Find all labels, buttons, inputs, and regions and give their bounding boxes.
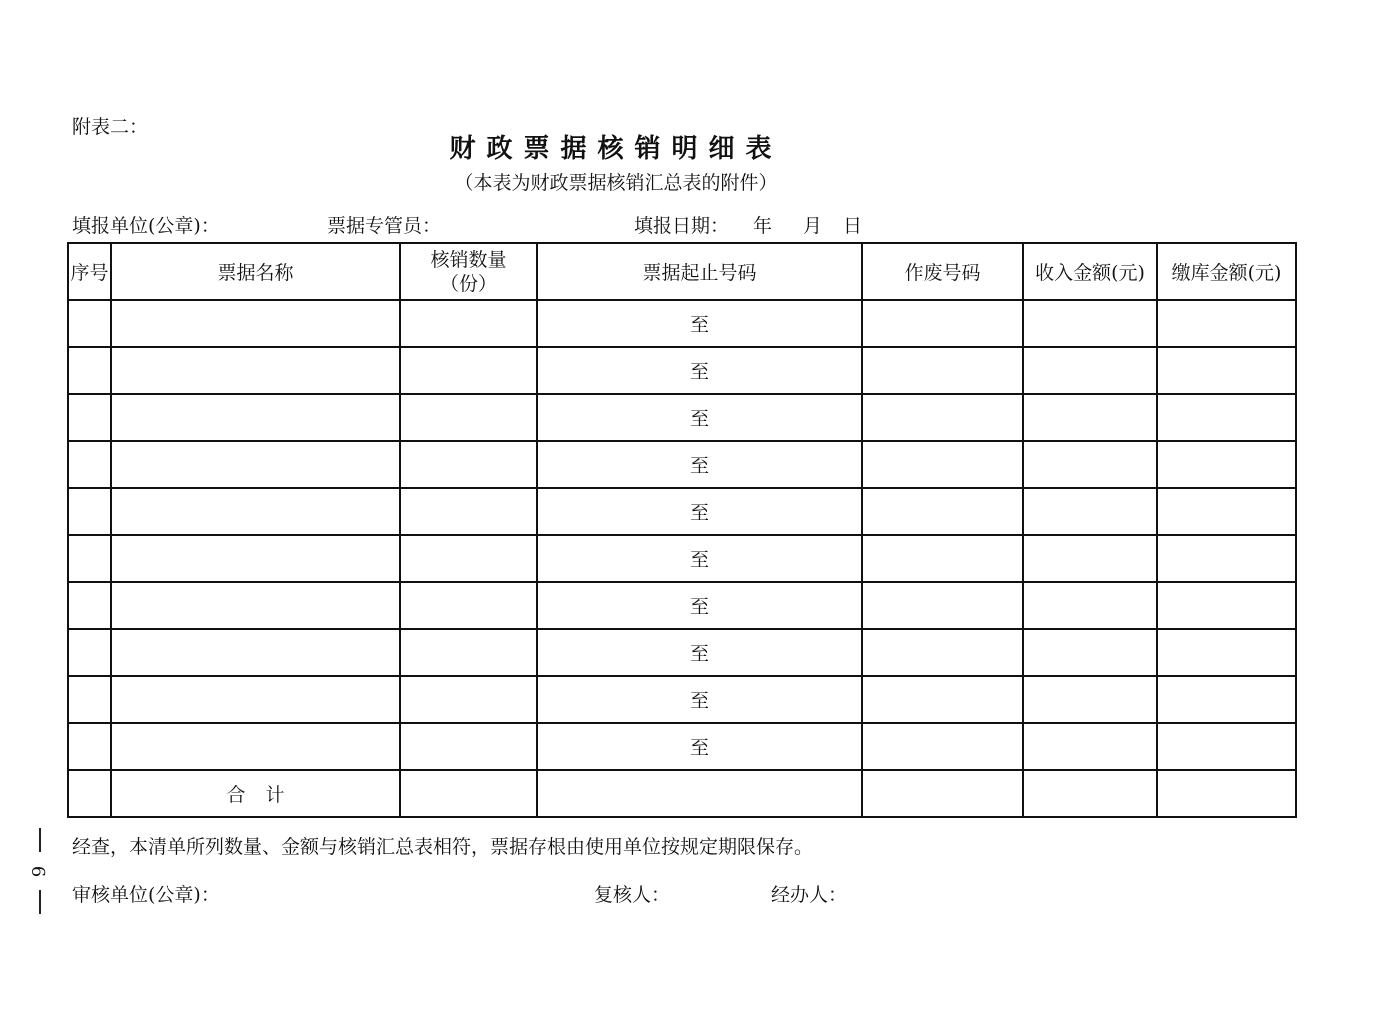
cell-paid[interactable]	[1157, 723, 1296, 770]
cell-name[interactable]	[111, 676, 400, 723]
cell-qty[interactable]	[400, 676, 537, 723]
cell-range[interactable]	[537, 488, 862, 535]
total-cell-paid[interactable]	[1157, 770, 1296, 817]
range-separator: 至	[689, 549, 709, 571]
cell-name[interactable]	[111, 347, 400, 394]
range-separator: 至	[689, 502, 709, 524]
month-label: 月	[803, 215, 823, 237]
cell-void[interactable]	[862, 629, 1023, 676]
cell-paid[interactable]	[1157, 488, 1296, 535]
page-number-dash-top	[39, 828, 41, 852]
appendix-label: 附表二：	[72, 116, 149, 138]
cell-range[interactable]	[537, 300, 862, 347]
table-row	[68, 629, 1296, 676]
page-number	[24, 828, 56, 914]
table-row	[68, 394, 1296, 441]
cell-void[interactable]	[862, 535, 1023, 582]
cell-seq[interactable]	[68, 488, 111, 535]
range-separator: 至	[689, 361, 709, 383]
year-label: 年	[753, 215, 773, 237]
cell-income[interactable]	[1023, 300, 1157, 347]
cell-void[interactable]	[862, 441, 1023, 488]
table-row	[68, 441, 1296, 488]
cell-range[interactable]	[537, 582, 862, 629]
cell-seq[interactable]	[68, 629, 111, 676]
cell-paid[interactable]	[1157, 300, 1296, 347]
cell-void[interactable]	[862, 723, 1023, 770]
cell-income[interactable]	[1023, 629, 1157, 676]
table-row	[68, 582, 1296, 629]
page-number-digit: 9	[29, 865, 51, 877]
total-label: 合计	[111, 770, 400, 817]
col-header-income: 收入金额(元)	[1023, 243, 1157, 300]
col-header-paid: 缴库金额(元)	[1157, 243, 1296, 300]
col-header-seq: 序号	[68, 243, 111, 300]
range-separator: 至	[689, 314, 709, 336]
cell-range[interactable]	[537, 394, 862, 441]
cell-qty[interactable]	[400, 488, 537, 535]
cell-name[interactable]	[111, 441, 400, 488]
cell-void[interactable]	[862, 347, 1023, 394]
review-unit-label: 审核单位(公章)：	[72, 884, 220, 906]
date-label: 填报日期：	[634, 215, 730, 237]
cell-paid[interactable]	[1157, 441, 1296, 488]
cell-name[interactable]	[111, 629, 400, 676]
fill-unit-label: 填报单位(公章)：	[72, 215, 220, 237]
cell-seq[interactable]	[68, 535, 111, 582]
cell-paid[interactable]	[1157, 535, 1296, 582]
cell-paid[interactable]	[1157, 582, 1296, 629]
detail-table	[67, 242, 1297, 818]
handler-label: 经办人：	[771, 884, 848, 906]
cell-name[interactable]	[111, 300, 400, 347]
cell-void[interactable]	[862, 300, 1023, 347]
cell-name[interactable]	[111, 535, 400, 582]
range-separator: 至	[689, 455, 709, 477]
col-header-qty-line1: 核销数量	[430, 248, 507, 271]
cell-qty[interactable]	[400, 394, 537, 441]
table-row	[68, 347, 1296, 394]
cell-seq[interactable]	[68, 300, 111, 347]
cell-income[interactable]	[1023, 441, 1157, 488]
table-row	[68, 676, 1296, 723]
cell-income[interactable]	[1023, 488, 1157, 535]
cell-paid[interactable]	[1157, 394, 1296, 441]
col-header-name: 票据名称	[111, 243, 400, 300]
day-label: 日	[843, 215, 863, 237]
manager-label: 票据专管员：	[327, 215, 442, 237]
total-row	[68, 770, 1296, 817]
form-subtitle: （本表为财政票据核销汇总表的附件）	[454, 172, 778, 194]
col-header-qty	[400, 243, 537, 300]
cell-seq[interactable]	[68, 441, 111, 488]
cell-void[interactable]	[862, 676, 1023, 723]
cell-range[interactable]	[537, 347, 862, 394]
cell-void[interactable]	[862, 488, 1023, 535]
cell-qty[interactable]	[400, 629, 537, 676]
table-header-row	[68, 243, 1296, 300]
checker-label: 复核人：	[594, 884, 671, 906]
cell-name[interactable]	[111, 488, 400, 535]
verification-note: 经查，本清单所列数量、金额与核销汇总表相符，票据存根由使用单位按规定期限保存。	[72, 836, 814, 858]
cell-qty[interactable]	[400, 441, 537, 488]
cell-paid[interactable]	[1157, 676, 1296, 723]
cell-seq[interactable]	[68, 676, 111, 723]
cell-income[interactable]	[1023, 723, 1157, 770]
total-cell-qty[interactable]	[400, 770, 537, 817]
range-separator: 至	[689, 690, 709, 712]
cell-income[interactable]	[1023, 676, 1157, 723]
cell-range[interactable]	[537, 535, 862, 582]
cell-qty[interactable]	[400, 347, 537, 394]
cell-range[interactable]	[537, 629, 862, 676]
range-separator: 至	[689, 408, 709, 430]
table-row	[68, 488, 1296, 535]
cell-qty[interactable]	[400, 582, 537, 629]
cell-void[interactable]	[862, 582, 1023, 629]
cell-name[interactable]	[111, 394, 400, 441]
cell-range[interactable]	[537, 676, 862, 723]
range-separator: 至	[689, 643, 709, 665]
total-cell-void[interactable]	[862, 770, 1023, 817]
cell-range[interactable]	[537, 441, 862, 488]
cell-name[interactable]	[111, 723, 400, 770]
cell-income[interactable]	[1023, 394, 1157, 441]
cell-name[interactable]	[111, 582, 400, 629]
cell-seq[interactable]	[68, 582, 111, 629]
cell-qty[interactable]	[400, 535, 537, 582]
total-cell-range[interactable]	[537, 770, 862, 817]
col-header-range: 票据起止号码	[537, 243, 862, 300]
page-number-dash-bottom	[39, 890, 41, 914]
col-header-qty-line2: （份）	[439, 272, 497, 295]
cell-seq[interactable]	[68, 723, 111, 770]
total-cell-income[interactable]	[1023, 770, 1157, 817]
table-row	[68, 535, 1296, 582]
cell-paid[interactable]	[1157, 629, 1296, 676]
cell-void[interactable]	[862, 394, 1023, 441]
cell-income[interactable]	[1023, 582, 1157, 629]
cell-paid[interactable]	[1157, 347, 1296, 394]
cell-seq[interactable]	[68, 394, 111, 441]
range-separator: 至	[689, 737, 709, 759]
cell-range[interactable]	[537, 723, 862, 770]
table-row	[68, 723, 1296, 770]
cell-income[interactable]	[1023, 347, 1157, 394]
cell-qty[interactable]	[400, 300, 537, 347]
form-title: 财政票据核销明细表	[449, 134, 783, 164]
cell-income[interactable]	[1023, 535, 1157, 582]
total-cell-seq	[68, 770, 111, 817]
cell-seq[interactable]	[68, 347, 111, 394]
col-header-void: 作废号码	[862, 243, 1023, 300]
range-separator: 至	[689, 596, 709, 618]
table-row	[68, 300, 1296, 347]
cell-qty[interactable]	[400, 723, 537, 770]
